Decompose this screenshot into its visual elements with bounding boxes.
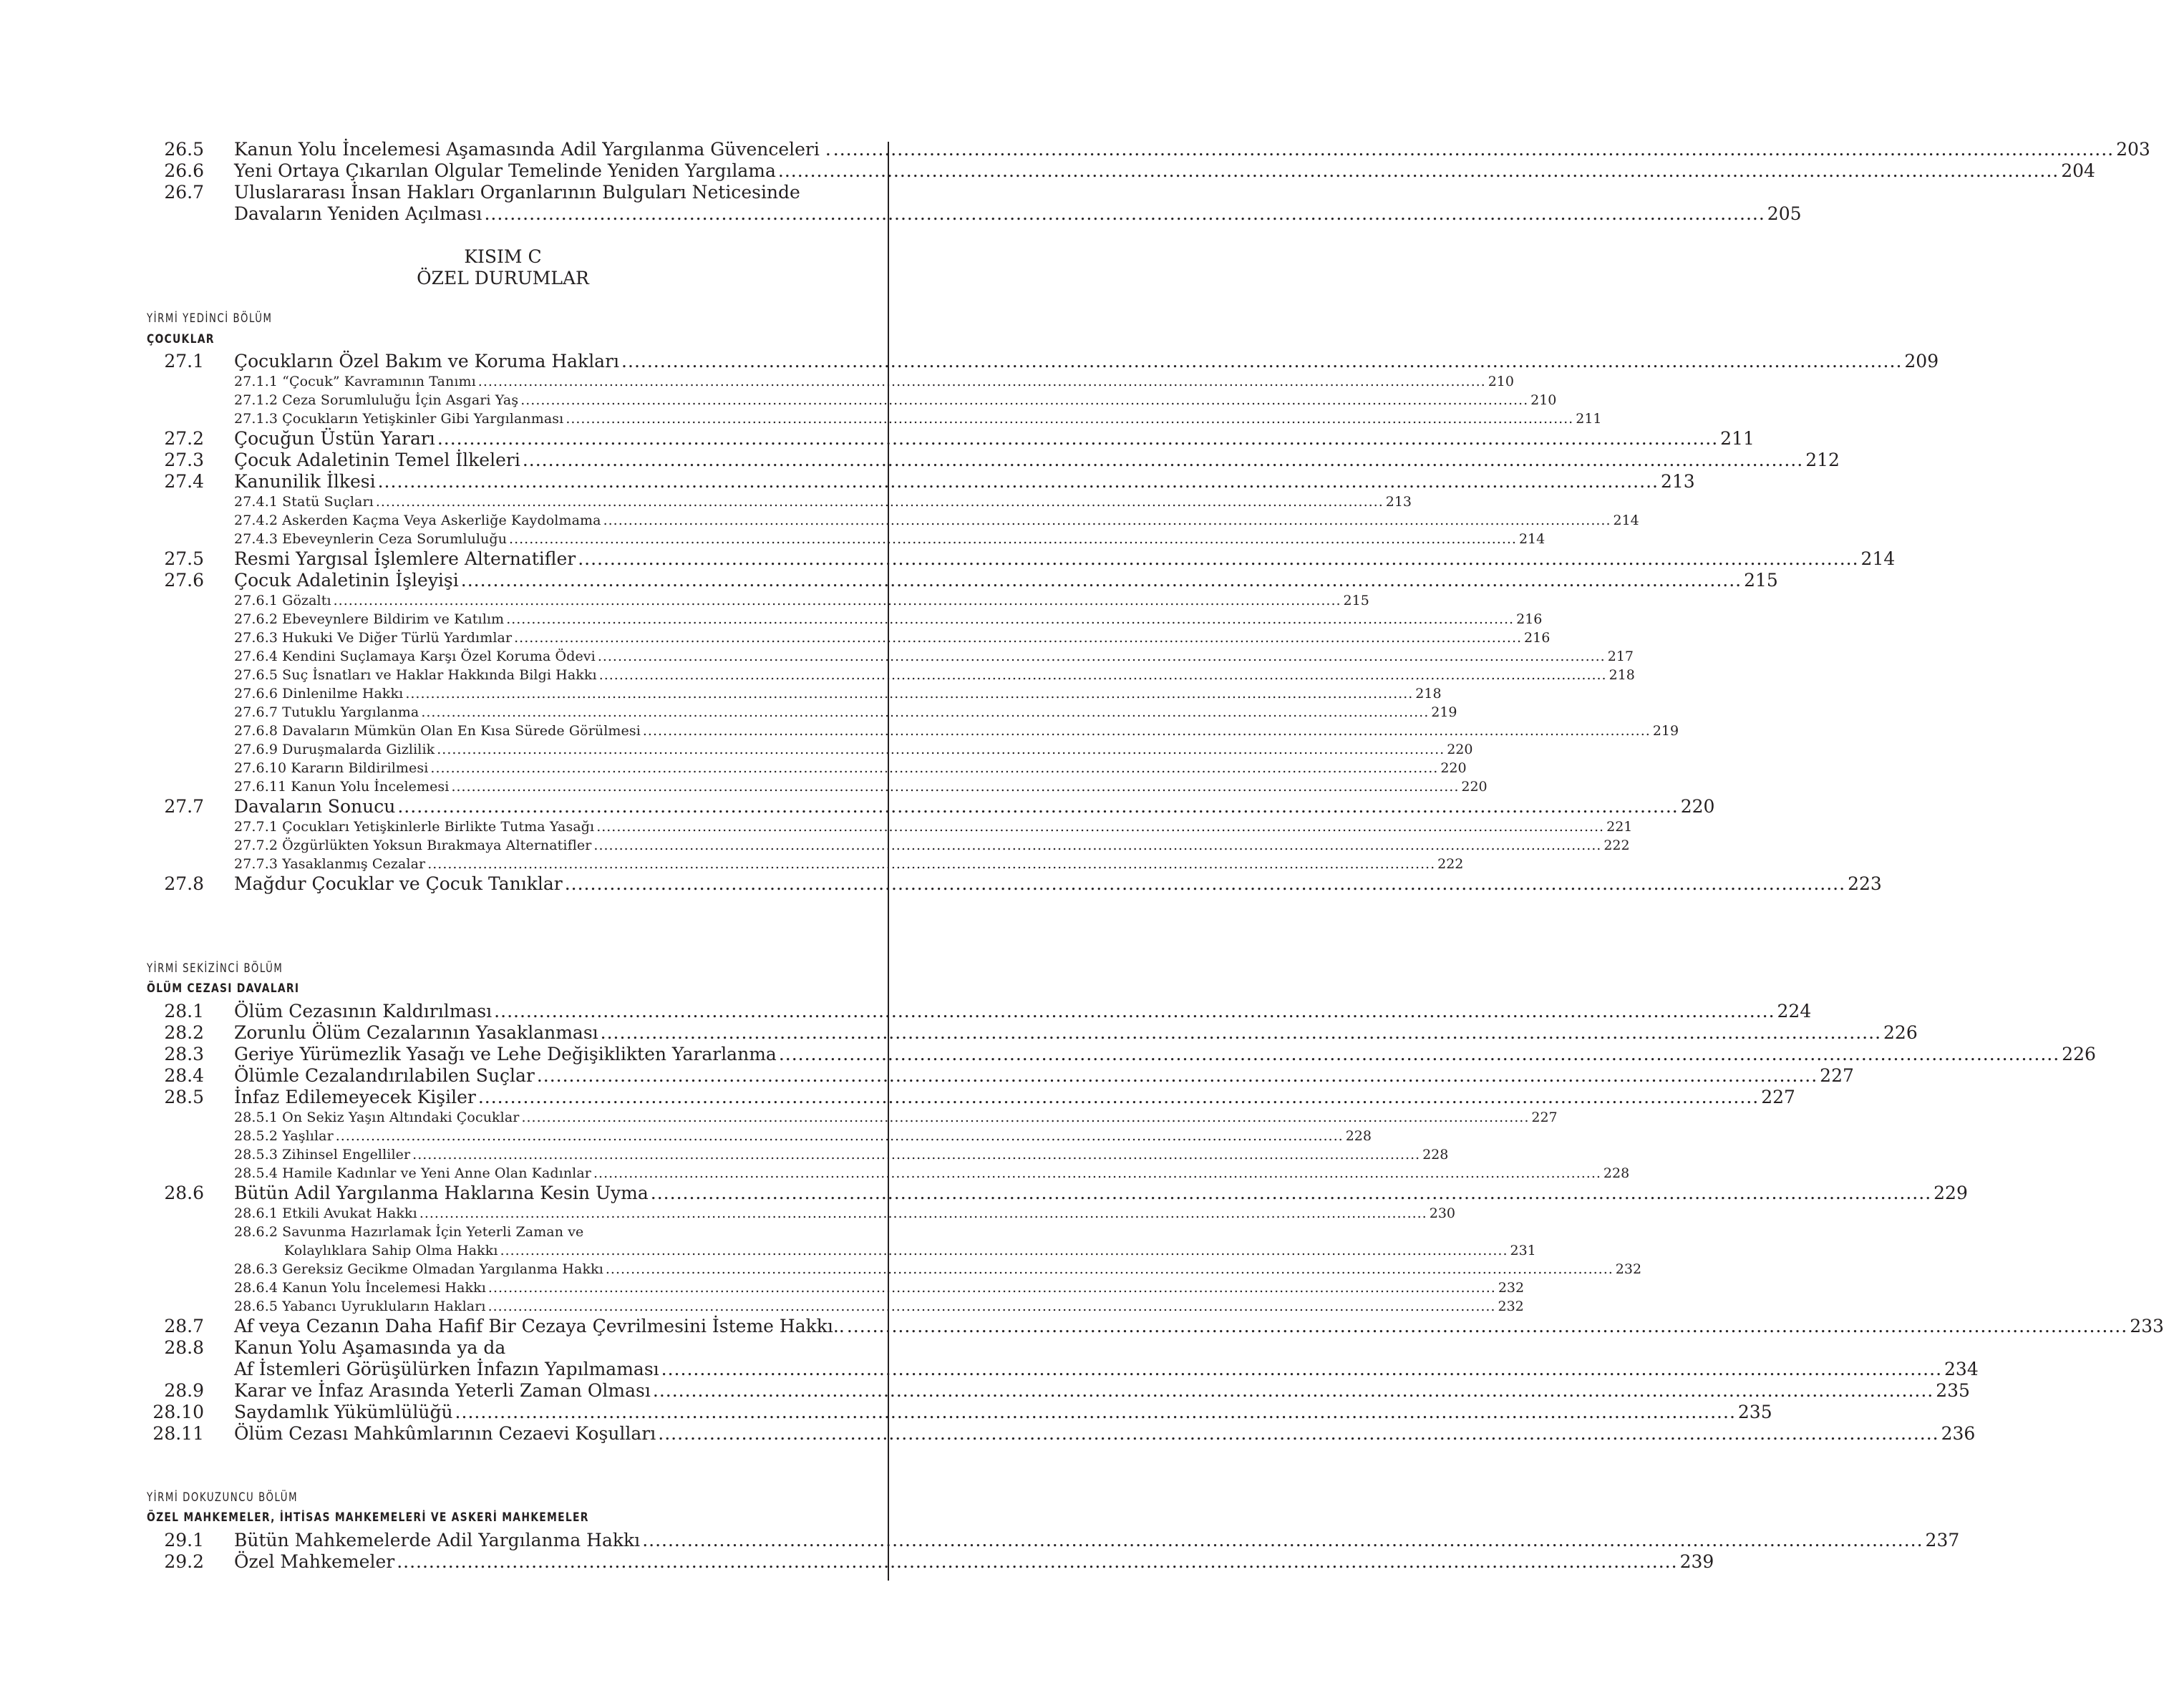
toc-entry — [140, 1316, 2164, 1337]
toc-leader-dots — [437, 428, 1718, 450]
toc-leader-dots — [603, 511, 1611, 530]
toc-leader-dots — [779, 1044, 2059, 1065]
toc-entry — [140, 855, 1464, 873]
toc-entry-title: Bütün Mahkemelerde Adil Yargılanma Hakkı — [234, 1530, 641, 1551]
toc-entry-page: 229 — [1933, 1183, 1968, 1203]
toc-entry-title: 27.6.11 Kanun Yolu İncelemesi — [234, 779, 450, 795]
toc-entry-title: Çocuk Adaletinin İşleyişi — [234, 570, 459, 591]
toc-entry-title: 28.6.2 Savunma Hazırlamak İçin Yeterli Zaman ve — [234, 1224, 584, 1240]
toc-entry — [140, 1380, 1970, 1402]
toc-entry — [140, 666, 1635, 684]
toc-entry-title: Çocukların Özel Bakım ve Koruma Hakları — [234, 351, 620, 372]
toc-entry-page: 228 — [1422, 1147, 1449, 1163]
toc-entry-page: 237 — [1925, 1530, 1960, 1551]
toc-entry — [140, 1183, 1968, 1204]
toc-leader-dots — [397, 1551, 1677, 1573]
toc-entry-page: 227 — [1820, 1065, 1854, 1086]
toc-entry — [140, 1278, 1525, 1297]
toc-leader-dots — [376, 492, 1384, 511]
toc-entry-page: 222 — [1437, 856, 1464, 872]
toc-leader-dots — [427, 855, 1435, 873]
toc-entry-title: 27.6.2 Ebeveynlere Bildirim ve Katılım — [234, 611, 505, 627]
chapter-label: YİRMİ SEKİZİNCİ BÖLÜM — [147, 961, 283, 976]
toc-entry-title: Resmi Yargısal İşlemlere Alternatifler — [234, 548, 576, 569]
toc-entry-title: Mağdur Çocuklar ve Çocuk Tanıklar — [234, 873, 563, 894]
toc-entry-page: 213 — [1385, 494, 1412, 510]
toc-entry-title: İnfaz Edilemeyecek Kişiler — [234, 1087, 476, 1107]
toc-entry — [140, 684, 1442, 703]
toc-entry-title: Kanunilik İlkesi — [234, 471, 376, 492]
part-title: ÖZEL DURUMLAR — [417, 268, 589, 288]
toc-leader-dots — [643, 722, 1651, 740]
toc-entry-page: 222 — [1603, 838, 1630, 853]
toc-entry — [140, 409, 1602, 428]
toc-entry-page: 233 — [2130, 1316, 2164, 1336]
toc-leader-dots — [419, 1204, 1427, 1223]
toc-entry-title: 27.6.1 Gözaltı — [234, 593, 331, 608]
toc-entry-title: 28.5.3 Zihinsel Engelliler — [234, 1147, 411, 1163]
toc-entry — [140, 610, 1543, 629]
toc-entry — [140, 1337, 845, 1359]
toc-entry — [140, 873, 1882, 895]
toc-leader-dots — [578, 548, 1858, 570]
toc-entry-number: 26.7 — [164, 182, 204, 203]
toc-entry-number: 28.9 — [164, 1380, 204, 1401]
toc-entry-number: 29.2 — [164, 1551, 204, 1572]
toc-entry-title: 28.5.4 Hamile Kadınlar ve Yeni Anne Olan Kadınlar — [234, 1165, 591, 1181]
toc-entry — [140, 703, 1457, 722]
toc-entry-page: 220 — [1461, 779, 1488, 795]
toc-entry-page: 235 — [1737, 1402, 1772, 1422]
toc-entry — [140, 471, 1695, 492]
toc-leader-dots — [565, 873, 1845, 895]
toc-entry-page: 203 — [2116, 139, 2150, 160]
toc-entry-title: 27.4.2 Askerden Kaçma Veya Askerliğe Kaydolmama — [234, 513, 601, 528]
toc-entry-title: 27.1.1 “Çocuk” Kavramının Tanımı — [234, 374, 476, 389]
toc-entry — [140, 1260, 1642, 1278]
toc-entry-page: 239 — [1679, 1551, 1714, 1572]
toc-entry-page: 236 — [1941, 1423, 1976, 1444]
toc-entry-page: 214 — [1613, 513, 1639, 528]
toc-entry-number: 27.8 — [164, 873, 204, 894]
toc-entry — [140, 428, 1755, 450]
toc-entry-number: 28.7 — [164, 1316, 204, 1336]
toc-leader-dots — [430, 759, 1438, 777]
toc-entry-page: 212 — [1805, 450, 1840, 470]
toc-leader-dots — [566, 409, 1573, 428]
toc-entry-title: Çocuğun Üstün Yararı — [234, 428, 435, 449]
toc-entry — [140, 1108, 1558, 1127]
toc-entry-title: 27.1.3 Çocukların Yetişkinler Gibi Yargılanması — [234, 411, 564, 427]
toc-entry-title: Ölüm Cezasının Kaldırılması — [234, 1001, 493, 1022]
toc-entry-page: 226 — [2062, 1044, 2096, 1064]
toc-leader-dots — [606, 1260, 1614, 1278]
toc-entry-title: 27.6.4 Kendini Suçlamaya Karşı Özel Koruma Ödevi — [234, 649, 596, 664]
toc-entry-number: 28.4 — [164, 1065, 204, 1086]
toc-entry-page: 227 — [1531, 1110, 1558, 1125]
toc-entry-number: 27.1 — [164, 351, 204, 372]
toc-leader-dots — [509, 530, 1517, 548]
toc-entry — [140, 796, 1715, 817]
toc-entry-number: 28.3 — [164, 1044, 204, 1064]
toc-leader-dots — [334, 591, 1341, 610]
toc-leader-dots — [488, 1278, 1496, 1297]
toc-entry-number: 28.6 — [164, 1183, 204, 1203]
toc-entry-page: 210 — [1488, 374, 1514, 389]
toc-entry-title: 28.6.3 Gereksiz Gecikme Olmadan Yargılanma Hakkı — [234, 1261, 603, 1277]
toc-entry — [140, 511, 1639, 530]
toc-entry-number: 28.11 — [152, 1423, 204, 1444]
toc-entry-page: 215 — [1744, 570, 1778, 591]
toc-entry-title: 27.7.1 Çocukları Yetişkinlerle Birlikte Tutma Yasağı — [234, 819, 595, 835]
toc-entry — [140, 591, 1369, 610]
toc-leader-dots — [596, 817, 1604, 836]
toc-leader-dots — [653, 1380, 1933, 1402]
toc-entry — [140, 139, 2150, 160]
toc-entry-number: 27.7 — [164, 796, 204, 817]
toc-entry-page: 234 — [1944, 1359, 1979, 1379]
toc-leader-dots — [421, 703, 1429, 722]
toc-leader-dots — [601, 1022, 1881, 1044]
toc-entry-title: Karar ve İnfaz Arasında Yeterli Zaman Olması — [234, 1380, 651, 1401]
toc-entry — [140, 570, 1778, 591]
toc-entry-title: 27.6.9 Duruşmalarda Gizlilik — [234, 742, 435, 757]
toc-entry — [140, 1065, 1854, 1087]
toc-entry-title: 27.4.3 Ebeveynlerin Ceza Sorumluluğu — [234, 531, 508, 547]
toc-entry-title: Ölümle Cezalandırılabilen Suçlar — [234, 1065, 535, 1086]
toc-entry-title: 28.5.2 Yaşlılar — [234, 1128, 334, 1144]
toc-entry-title: Özel Mahkemeler — [234, 1551, 395, 1572]
toc-entry — [140, 1551, 1714, 1573]
toc-leader-dots — [661, 1359, 1942, 1380]
chapter-label: YİRMİ DOKUZUNCU BÖLÜM — [147, 1490, 299, 1505]
toc-entry-title: 27.6.5 Suç İsnatları ve Haklar Hakkında Bilgi Hakkı — [234, 667, 597, 683]
toc-entry-title: Uluslararası İnsan Hakları Organlarının Bulguları Neticesinde — [234, 182, 800, 203]
toc-entry — [140, 530, 1546, 548]
toc-leader-dots — [494, 1001, 1775, 1022]
toc-entry-title: 27.1.2 Ceza Sorumluluğu İçin Asgari Yaş — [234, 392, 519, 408]
toc-entry-page: 221 — [1606, 819, 1633, 835]
toc-entry-title: 27.6.8 Davaların Mümkün Olan En Kısa Sürede Görülmesi — [234, 723, 641, 739]
toc-entry-title: Davaların Sonucu — [234, 796, 396, 817]
toc-entry-page: 211 — [1576, 411, 1602, 427]
toc-entry-page: 204 — [2061, 160, 2095, 181]
toc-entry — [140, 1359, 1979, 1380]
toc-entry-page: 223 — [1848, 873, 1882, 894]
toc-entry-title: Davaların Yeniden Açılması — [234, 203, 482, 224]
toc-entry-page: 218 — [1415, 686, 1442, 702]
toc-entry — [140, 722, 1679, 740]
toc-entry-title: 28.5.1 On Sekiz Yaşın Altındaki Çocuklar — [234, 1110, 520, 1125]
toc-entry-page: 215 — [1343, 593, 1369, 608]
toc-leader-dots — [437, 740, 1445, 759]
toc-entry-title: Yeni Ortaya Çıkarılan Olgular Temelinde Yeniden Yargılama — [234, 160, 776, 181]
toc-entry — [140, 1127, 1372, 1145]
toc-entry — [140, 777, 1488, 796]
toc-entry-page: 231 — [1510, 1243, 1536, 1258]
toc-entry-page: 216 — [1516, 611, 1543, 627]
toc-entry — [140, 160, 2095, 182]
toc-leader-dots — [621, 351, 1902, 372]
toc-leader-dots — [397, 796, 1678, 817]
toc-entry-page: 218 — [1609, 667, 1635, 683]
toc-entry-title: Bütün Adil Yargılanma Haklarına Kesin Uyma — [234, 1183, 649, 1203]
toc-entry-title: 27.4.1 Statü Suçları — [234, 494, 374, 510]
toc-entry-page: 226 — [1883, 1022, 1918, 1043]
toc-entry-page: 232 — [1615, 1261, 1642, 1277]
toc-leader-dots — [500, 1241, 1508, 1260]
toc-entry-page: 228 — [1345, 1128, 1372, 1144]
toc-leader-dots — [642, 1530, 1923, 1551]
toc-entry-title: 28.6.4 Kanun Yolu İncelemesi Hakkı — [234, 1280, 486, 1296]
toc-leader-dots — [523, 450, 1803, 471]
toc-entry — [140, 759, 1467, 777]
toc-entry-title: Kanun Yolu İncelemesi Aşamasında Adil Yargılanma Güvenceleri . — [234, 139, 831, 160]
toc-entry — [140, 1022, 1918, 1044]
toc-entry-page: 211 — [1720, 428, 1755, 449]
toc-leader-dots — [520, 391, 1528, 409]
toc-entry — [140, 492, 1412, 511]
toc-entry-title: Af İstemleri Görüşülürken İnfazın Yapılmaması — [234, 1359, 659, 1379]
part-label: KISIM C — [464, 246, 542, 267]
toc-entry-title: 27.6.6 Dinlenilme Hakkı — [234, 686, 404, 702]
toc-leader-dots — [599, 666, 1607, 684]
toc-entry — [140, 1402, 1772, 1423]
toc-entry — [140, 1223, 845, 1241]
toc-entry-number: 27.5 — [164, 548, 204, 569]
toc-entry-page: 214 — [1860, 548, 1896, 569]
toc-entry-page: 235 — [1936, 1380, 1970, 1401]
toc-entry-title: Saydamlık Yükümlülüğü — [234, 1402, 453, 1422]
toc-entry-number: 27.3 — [164, 450, 204, 470]
toc-leader-dots — [847, 1316, 2127, 1337]
toc-entry — [140, 817, 1633, 836]
toc-leader-dots — [514, 629, 1522, 647]
toc-entry-page: 232 — [1498, 1299, 1524, 1314]
toc-entry — [140, 1423, 1976, 1445]
toc-entry-title: 27.6.7 Tutuklu Yargılanma — [234, 704, 419, 720]
toc-leader-dots — [412, 1145, 1420, 1164]
toc-leader-dots — [478, 372, 1486, 391]
toc-entry-title: Geriye Yürümezlik Yasağı ve Lehe Değişiklikten Yararlanma — [234, 1044, 777, 1064]
toc-entry-page: 219 — [1652, 723, 1679, 739]
toc-entry-number: 27.2 — [164, 428, 204, 449]
toc-leader-dots — [336, 1127, 1344, 1145]
toc-entry-title: Af veya Cezanın Daha Hafif Bir Cezaya Çevrilmesini İsteme Hakkı.. — [234, 1316, 845, 1336]
toc-entry — [140, 203, 1802, 225]
toc-entry — [140, 647, 1634, 666]
toc-entry-page: 220 — [1447, 742, 1473, 757]
toc-entry-page: 224 — [1777, 1001, 1812, 1022]
toc-entry-title: Zorunlu Ölüm Cezalarının Yasaklanması — [234, 1022, 598, 1043]
toc-leader-dots — [521, 1108, 1529, 1127]
toc-entry-page: 228 — [1603, 1165, 1630, 1181]
toc-entry-number: 28.10 — [152, 1402, 204, 1422]
toc-entry-title: 27.6.3 Hukuki Ve Diğer Türlü Yardımlar — [234, 630, 513, 646]
toc-entry-number: 28.5 — [164, 1087, 204, 1107]
toc-entry-page: 220 — [1440, 760, 1467, 776]
toc-entry — [140, 1530, 1960, 1551]
toc-leader-dots — [658, 1423, 1939, 1445]
toc-entry — [140, 1297, 1524, 1316]
toc-entry-page: 232 — [1498, 1280, 1525, 1296]
toc-entry-title: 27.6.10 Kararın Bildirilmesi — [234, 760, 429, 776]
toc-entry-number: 28.2 — [164, 1022, 204, 1043]
toc-entry — [140, 548, 1896, 570]
toc-entry — [140, 1164, 1630, 1183]
toc-entry-number: 29.1 — [164, 1530, 204, 1551]
toc-leader-dots — [537, 1065, 1818, 1087]
chapter-title: ÖLÜM CEZASI DAVALARI — [147, 981, 300, 996]
toc-entry-title: 27.7.3 Yasaklanmış Cezalar — [234, 856, 426, 872]
toc-leader-dots — [506, 610, 1514, 629]
toc-entry — [140, 1044, 2096, 1065]
toc-leader-dots — [461, 570, 1742, 591]
toc-entry — [140, 1001, 1812, 1022]
toc-leader-dots — [488, 1297, 1496, 1316]
toc-entry-number: 28.1 — [164, 1001, 204, 1022]
toc-entry — [140, 1204, 1455, 1223]
toc-leader-dots — [451, 777, 1459, 796]
toc-leader-dots — [378, 471, 1659, 492]
toc-entry-page: 217 — [1607, 649, 1634, 664]
toc-entry-page: 214 — [1518, 531, 1546, 547]
toc-leader-dots — [478, 1087, 1759, 1108]
toc-entry-title: 28.6.1 Etkili Avukat Hakkı — [234, 1205, 417, 1221]
toc-entry-page: 213 — [1660, 471, 1695, 492]
toc-entry — [140, 372, 1514, 391]
toc-leader-dots — [593, 1164, 1601, 1183]
chapter-title: ÖZEL MAHKEMELER, İHTİSAS MAHKEMELERİ VE ASKERİ MAHKEMELER — [147, 1510, 589, 1525]
toc-entry — [140, 629, 1551, 647]
toc-entry-title: Kolaylıklara Sahip Olma Hakkı — [284, 1243, 498, 1258]
chapter-title: ÇOCUKLAR — [147, 332, 215, 346]
toc-entry-page: 210 — [1530, 392, 1557, 408]
toc-entry — [140, 1087, 1795, 1108]
toc-entry-page: 230 — [1429, 1205, 1455, 1221]
toc-entry-number: 28.8 — [164, 1337, 204, 1358]
toc-entry-page: 227 — [1761, 1087, 1795, 1107]
toc-entry-page: 216 — [1524, 630, 1551, 646]
toc-entry — [140, 391, 1557, 409]
toc-entry — [140, 182, 845, 203]
toc-entry-title: 27.7.2 Özgürlükten Yoksun Bırakmaya Alternatifler — [234, 838, 592, 853]
toc-entry-number: 27.6 — [164, 570, 204, 591]
toc-entry-page: 219 — [1431, 704, 1457, 720]
chapter-label: YİRMİ YEDİNCİ BÖLÜM — [147, 311, 273, 326]
toc-entry-title: Ölüm Cezası Mahkûmlarının Cezaevi Koşulları — [234, 1423, 656, 1444]
toc-entry-page: 209 — [1904, 351, 1939, 372]
toc-leader-dots — [651, 1183, 1931, 1204]
toc-leader-dots — [455, 1402, 1736, 1423]
toc-entry — [140, 450, 1840, 471]
toc-entry-title: Kanun Yolu Aşamasında ya da — [234, 1337, 506, 1358]
toc-leader-dots — [405, 684, 1413, 703]
toc-entry — [140, 1241, 1536, 1260]
toc-entry-page: 205 — [1767, 203, 1802, 224]
toc-entry-title: 28.6.5 Yabancı Uyrukluların Hakları — [234, 1299, 486, 1314]
toc-entry — [140, 740, 1473, 759]
toc-entry — [140, 351, 1939, 372]
toc-entry — [140, 836, 1630, 855]
toc-leader-dots — [598, 647, 1606, 666]
toc-entry-number: 27.4 — [164, 471, 204, 492]
toc-leader-dots — [593, 836, 1601, 855]
toc-entry-page: 220 — [1680, 796, 1715, 817]
toc-entry-title: Çocuk Adaletinin Temel İlkeleri — [234, 450, 520, 470]
toc-entry — [140, 1145, 1449, 1164]
toc-entry-number: 26.6 — [164, 160, 204, 181]
toc-entry-number: 26.5 — [164, 139, 204, 160]
